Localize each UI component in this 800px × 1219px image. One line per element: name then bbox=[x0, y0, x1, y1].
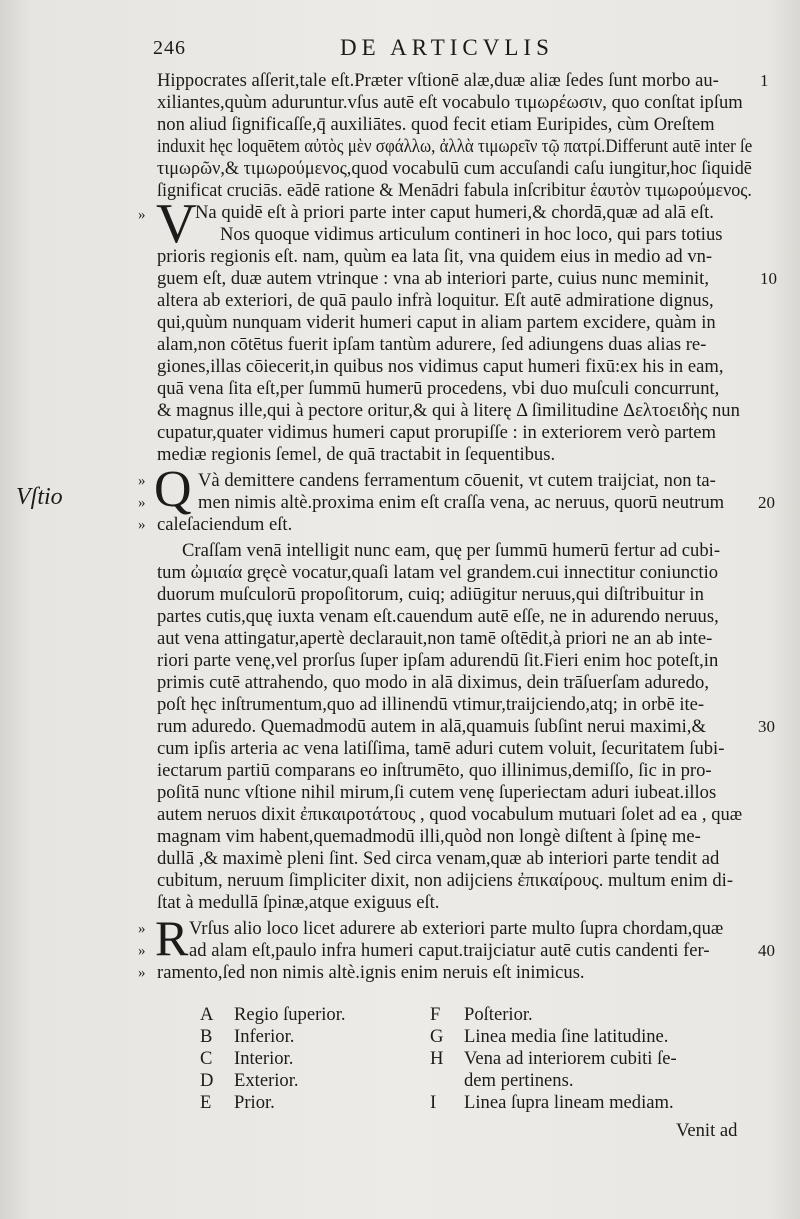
quote-marker: » bbox=[138, 965, 146, 981]
line-number: 30 bbox=[758, 717, 775, 736]
text-line: giones,illas cōiecerit,in quibus nos vidimus caput humeri fixū:ex his in eam, bbox=[157, 356, 724, 377]
text-line: ad alam eſt,paulo infra humeri caput.traijciatur autē cutis candenti fer- bbox=[189, 940, 710, 961]
running-title: DE ARTICVLIS bbox=[340, 35, 554, 60]
line-number: 20 bbox=[758, 493, 775, 512]
text-line: riori parte venę,vel prorſus ſuper ipſam adurendū ſit.Fieri enim hoc poteſt,in bbox=[157, 650, 719, 671]
text-line: tum ὠμιαία gręcè vocatur,quaſi latam vel grandem.cui innectitur coniunctio bbox=[157, 562, 719, 583]
legend-key: A bbox=[200, 1004, 214, 1025]
legend-item bbox=[200, 1092, 275, 1114]
dropcap: V bbox=[156, 193, 197, 255]
text-line: Na quidē eſt à priori parte inter caput humeri,& chordā,quæ ad alā eſt. bbox=[195, 202, 714, 223]
text-line: τιμωρῶν,& τιμωρούμενος,quod vocabulū cum accuſandi caſu iungitur,hoc ſiquidē bbox=[157, 158, 752, 179]
text-line: partes cutis,quę iuxta venam eſt.cauendum autē eſſe, ne in adurendo neruus, bbox=[157, 606, 719, 627]
text-line: primis cutē attrahendo, quo modo in alā diximus, dein trāſuerſam aduredo, bbox=[157, 672, 709, 693]
quote-marker: » bbox=[138, 517, 146, 533]
quote-marker: » bbox=[138, 921, 146, 937]
quote-marker: » bbox=[138, 943, 146, 959]
text-line: quā vena ſita eſt,per ſummū humerū procedens, vbi duo muſculi concurrunt, bbox=[157, 378, 720, 399]
legend-key: B bbox=[200, 1026, 213, 1047]
quote-marker: » bbox=[138, 207, 146, 223]
legend-text: dem pertinens. bbox=[464, 1070, 574, 1091]
text-line: prioris regionis eſt. nam, quùm ea lata ſit, vna quidem eius in medio ad vn- bbox=[157, 246, 713, 267]
text-line: Craſſam venā intelligit nunc eam, quę per ſummū humerū fertur ad cubi- bbox=[182, 540, 721, 561]
text-line: iectarum partiū comparans eo inſtrumēto, quo illinimus,demiſſo, ſic in pro- bbox=[157, 760, 712, 781]
catchword: Venit ad bbox=[676, 1120, 738, 1141]
text-line: Hippocrates aſſerit,tale eſt.Præter vſtionē alæ,duæ aliæ ſedes ſunt morbo au- bbox=[157, 70, 719, 91]
legend-item bbox=[200, 1004, 346, 1026]
legend-item bbox=[200, 1026, 294, 1048]
text-line: caleſaciendum eſt. bbox=[157, 514, 293, 535]
text-line: duorum muſculorū propoſitorum, cuiq; adiūgitur neruus,qui diſtribuitur in bbox=[157, 584, 704, 605]
page-header bbox=[0, 33, 800, 63]
text-line: qui,quùm nunquam viderit humeri caput in aliam partem excidere, quàm in bbox=[157, 312, 716, 333]
legend-key: I bbox=[430, 1092, 437, 1113]
legend-text: Linea media ſine latitudine. bbox=[464, 1026, 669, 1047]
legend-item bbox=[430, 1004, 533, 1026]
legend-key: H bbox=[430, 1048, 444, 1069]
legend-key: F bbox=[430, 1004, 441, 1025]
text-line: poſitā nunc vſtione nihil mirum,ſi cutem venę ſuperiectam aduri iubeat.illos bbox=[157, 782, 717, 803]
text-line: Và demittere candens ferramentum cōuenit, vt cutem traijciat, non ta- bbox=[198, 470, 716, 491]
legend-item bbox=[200, 1070, 299, 1092]
dropcap: Q bbox=[154, 461, 192, 518]
legend-text: Interior. bbox=[234, 1048, 294, 1069]
dropcap: R bbox=[155, 910, 189, 966]
legend-item bbox=[430, 1048, 677, 1070]
text-line: aut vena attingatur,apertè declarauit,non tamē oſtēdit,à priori ne an ab inte- bbox=[157, 628, 713, 649]
text-line: cupatur,quater vidimus humeri caput prorupiſſe : in exteriorem verò partem bbox=[157, 422, 716, 443]
legend-text: Vena ad interiorem cubiti ſe- bbox=[464, 1048, 677, 1069]
text-line: ramento,ſed non nimis altè.ignis enim neruis eſt inimicus. bbox=[157, 962, 585, 983]
text-line: Vrſus alio loco licet adurere ab exteriori parte multo ſupra chordam,quæ bbox=[189, 918, 724, 939]
legend-text: Inferior. bbox=[234, 1026, 295, 1047]
text-line: Nos quoque vidimus articulum contineri in hoc loco, qui pars totius bbox=[220, 224, 723, 245]
legend-key: D bbox=[200, 1070, 214, 1091]
text-line: alam,non cōtētus fuerit ipſam tantùm adurere, ſed adiungens duas alias re- bbox=[157, 334, 707, 355]
line-number: 1 bbox=[760, 71, 769, 90]
text-line: mediæ regionis ſemel, de quā tractabit in ſequentibus. bbox=[157, 444, 556, 465]
text-line: cum ipſis arteria ac vena latiſſima, tamē aduri cutem voluit, ſecuritatem ſubi- bbox=[157, 738, 725, 759]
text-line: magnam vim habent,quemadmodū illi,quòd non longè diſtent à ſpinę me- bbox=[157, 826, 701, 847]
line-number: 40 bbox=[758, 941, 775, 960]
legend-text: Prior. bbox=[234, 1092, 275, 1113]
legend-key: E bbox=[200, 1092, 212, 1113]
text-line: guem eſt, duæ autem vtrinque : vna ab interiori parte, cuius nunc meminit, bbox=[157, 268, 709, 289]
text-line: autem neruos dixit ἐπικαιροτάτους , quod vocabulum mutuari ſolet ad ea , quæ bbox=[157, 804, 743, 825]
text-line: cubitum, neruum ſimpliciter dixit, non adijciens ἐπικαίρους. multum enim di- bbox=[157, 870, 734, 891]
legend-key: G bbox=[430, 1026, 444, 1047]
text-line: non aliud ſignificaſſe,q̄ auxiliātes. quod fecit etiam Euripides, cùm Oreſtem bbox=[157, 114, 715, 135]
legend-text: Poſterior. bbox=[464, 1004, 533, 1025]
legend-key: C bbox=[200, 1048, 213, 1069]
handwritten-margin-note: Vſtio bbox=[16, 484, 63, 510]
legend-text: Linea ſupra lineam mediam. bbox=[464, 1092, 674, 1113]
text-line: altera ab exteriori, de quā paulo infrà loquitur. Eſt autē admiratione dignus, bbox=[157, 290, 714, 311]
legend-item bbox=[200, 1048, 293, 1070]
legend-text: Exterior. bbox=[234, 1070, 299, 1091]
text-line: rum aduredo. Quemadmodū autem in alā,quamuis ſubſint nerui maximi,& bbox=[157, 716, 706, 737]
quote-marker: » bbox=[138, 473, 146, 489]
text-line: xiliantes,quùm aduruntur.vſus autē eſt vocabulo τιμωρέωσιν, quo conſtat ipſum bbox=[157, 92, 743, 113]
text-line: poſt hęc inſtrumentum,quo ad illinendū vtimur,traijciendo,atq; in orbē ite- bbox=[157, 694, 705, 715]
text-line: men nimis altè.proxima enim eſt craſſa vena, ac neruus, quorū neutrum bbox=[198, 492, 725, 513]
text-line: & magnus ille,qui à pectore oritur,& qui à literę Δ ſimilitudine Δελτοειδὴς nun bbox=[157, 400, 740, 421]
quote-marker: » bbox=[138, 495, 146, 511]
legend-text: Regio ſuperior. bbox=[234, 1004, 346, 1025]
legend-item bbox=[430, 1070, 573, 1092]
legend-item bbox=[430, 1026, 668, 1048]
text-line: ſtat à medullā ſpinæ,atque exiguus eſt. bbox=[157, 892, 440, 913]
text-line: dullā ,& maximè pleni ſint. Sed circa venam,quæ ab interiori parte tendit ad bbox=[157, 848, 720, 869]
line-number: 10 bbox=[760, 269, 777, 288]
legend-item bbox=[430, 1092, 674, 1114]
text-line: induxit hęc loquētem αὐτὸς μὲν σφάλλω, ἀλλὰ τιμωρεῖν τῷ πατρί.Differunt autē inter ſe bbox=[157, 136, 753, 157]
page-number: 246 bbox=[153, 37, 186, 59]
text-line: ſignificat cruciās. eādē ratione & Menādri fabula inſcribitur ἑαυτὸν τιμωρούμενος. bbox=[157, 180, 752, 201]
